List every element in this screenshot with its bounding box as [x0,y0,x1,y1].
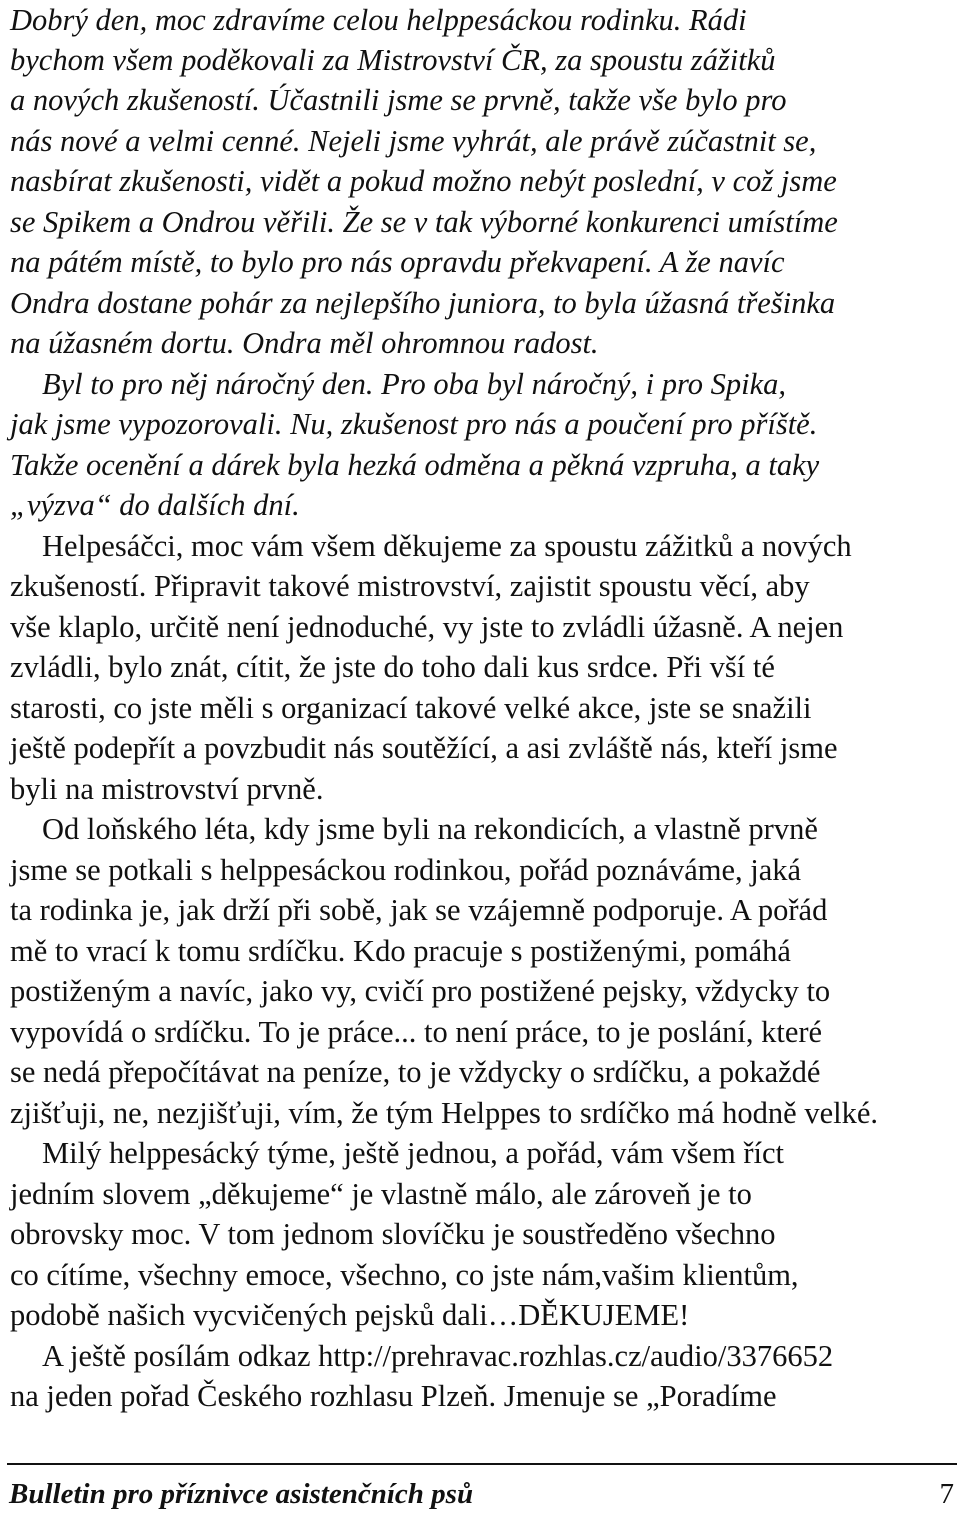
text-line: „výzva“ do dalších dní. [10,488,300,522]
text-line: na pátém místě, to bylo pro nás opravdu překvapení. A že navíc [10,245,785,279]
text-line: jedním slovem „děkujeme“ je vlastně málo, ale zároveň je to [10,1177,752,1211]
text-line: jak jsme vypozorovali. Nu, zkušenost pro nás a poučení pro příště. [10,407,818,441]
text-line: na jeden pořad Českého rozhlasu Plzeň. Jmenuje se „Poradíme [10,1379,777,1413]
text-line: Byl to pro něj náročný den. Pro oba byl náročný, i pro Spika, [42,367,787,401]
text-line: vypovídá o srdíčku. To je práce... to není práce, to je poslání, které [10,1015,823,1049]
text-line: obrovsky moc. V tom jednom slovíčku je soustředěno všechno [10,1217,776,1251]
text-line: co cítíme, všechny emoce, všechno, co jste nám,vašim klientům, [10,1258,799,1292]
text-line: mě to vrací k tomu srdíčku. Kdo pracuje s postiženými, pomáhá [10,934,791,968]
text-line: Takže ocenění a dárek byla hezká odměna a pěkná vzpruha, a taky [10,448,820,482]
text-line: se nedá přepočítávat na peníze, to je vždycky o srdíčku, a pokaždé [10,1055,821,1089]
text-line: byli na mistrovství prvně. [10,772,324,806]
text-line: starosti, co jste měli s organizací takové velké akce, jste se snažili [10,691,812,725]
text-line: Od loňského léta, kdy jsme byli na rekondicích, a vlastně prvně [42,812,818,846]
text-line: Ondra dostane pohár za nejlepšího juniora, to byla úžasná třešinka [10,286,836,320]
text-line: zkušeností. Připravit takové mistrovství, zajistit spoustu věcí, aby [10,569,810,603]
text-line: vše klaplo, určitě není jednoduché, vy jste to zvládli úžasně. A nejen [10,610,844,644]
text-line: bychom všem poděkovali za Mistrovství ČR, za spoustu zážitků [10,43,776,77]
footer-rule [7,1463,957,1465]
text-line: Milý helppesácký týme, ještě jednou, a pořád, vám všem říct [42,1136,784,1170]
page-number: 7 [939,1478,954,1510]
text-line: se Spikem a Ondrou věřili. Že se v tak výborné konkurenci umístíme [10,205,838,239]
text-line: zvládli, bylo znát, cítit, že jste do toho dali kus srdce. Při vší té [10,650,775,684]
text-line: na úžasném dortu. Ondra měl ohromnou radost. [10,326,599,360]
text-line: zjišťuji, ne, nezjišťuji, vím, že tým Helppes to srdíčko má hodně velké. [10,1096,879,1130]
text-line: nás nové a velmi cenné. Nejeli jsme vyhrát, ale právě zúčastnit se, [10,124,817,158]
text-line: postiženým a navíc, jako vy, cvičí pro postižené pejsky, vždycky to [10,974,831,1008]
text-line: jsme se potkali s helppesáckou rodinkou, pořád poznáváme, jaká [10,853,802,887]
text-line: ještě podepřít a povzbudit nás soutěžící, a asi zvláště nás, kteří jsme [10,731,838,765]
text-line: Dobrý den, moc zdravíme celou helppesáckou rodinku. Rádi [10,3,747,37]
text-line: nasbírat zkušenosti, vidět a pokud možno nebýt poslední, v což jsme [10,164,837,198]
text-line: Helpesáčci, moc vám všem děkujeme za spoustu zážitků a nových [42,529,852,563]
text-line: a nových zkušeností. Účastnili jsme se prvně, takže vše bylo pro [10,83,787,117]
text-line: A ještě posílám odkaz http://prehravac.rozhlas.cz/audio/3376652 [42,1339,834,1373]
footer-title: Bulletin pro příznivce asistenčních psů [9,1478,474,1510]
text-line: podobě našich vycvičených pejsků dali…DĚKUJEME! [10,1298,690,1332]
text-line: ta rodinka je, jak drží při sobě, jak se vzájemně podporuje. A pořád [10,893,828,927]
